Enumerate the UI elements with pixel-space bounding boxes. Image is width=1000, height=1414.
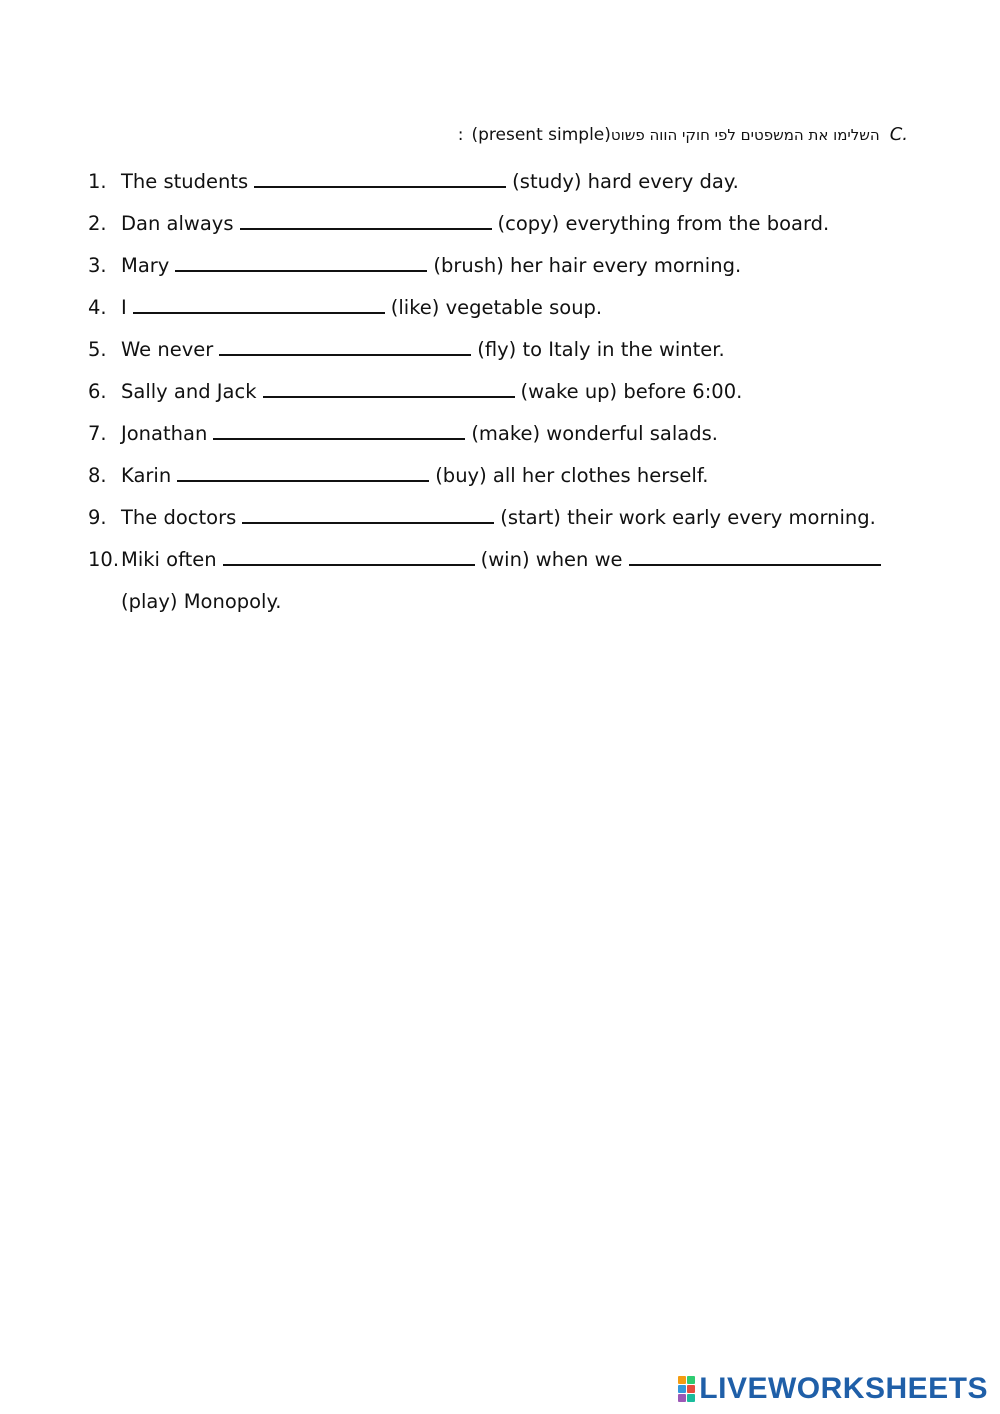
exercise-item-10 [88,548,918,590]
item-number: 7. [88,422,107,445]
item-text-continuation: (play) Monopoly. [121,590,282,613]
liveworksheets-logo-icon [678,1376,695,1402]
answer-blank[interactable] [133,298,385,314]
item-text-after: (fly) to Italy in the winter. [477,338,725,361]
exercise-item-4 [88,296,918,338]
item-text-after: (win) when we [480,548,623,571]
exercise-item-1 [88,170,918,212]
logo-tile [678,1394,686,1402]
answer-blank[interactable] [175,256,427,272]
exercise-item-8 [88,464,918,506]
logo-tile [687,1376,695,1384]
logo-text: LIVEWORKSHEETS [699,1372,988,1405]
item-text-before: Sally and Jack [121,380,257,403]
item-text-before: I [121,296,127,319]
item-number: 9. [88,506,107,529]
item-text-after: (wake up) before 6:00. [520,380,743,403]
item-text-after: (copy) everything from the board. [497,212,830,235]
item-text-after: (make) wonderful salads. [471,422,718,445]
exercise-item-10-continuation [88,590,918,632]
exercise-item-2 [88,212,918,254]
item-number: 6. [88,380,107,403]
answer-blank[interactable] [254,172,506,188]
item-number: 1. [88,170,107,193]
answer-blank[interactable] [219,340,471,356]
logo-tile [687,1394,695,1402]
answer-blank-2[interactable] [629,550,881,566]
item-text-after: (buy) all her clothes herself. [435,464,709,487]
answer-blank[interactable] [213,424,465,440]
item-text-before: Miki often [121,548,217,571]
exercise-item-9 [88,506,918,548]
item-number: 10. [88,548,120,571]
answer-blank[interactable] [177,466,429,482]
instruction [458,124,908,145]
answer-blank[interactable] [242,508,494,524]
logo-tile [678,1385,686,1393]
exercise-item-3 [88,254,918,296]
answer-blank[interactable] [263,382,515,398]
item-text-before: The doctors [121,506,237,529]
exercise-item-6 [88,380,918,422]
item-number: 4. [88,296,107,319]
instruction-hebrew-text: השלימו את המשפטים לפי חוקי הווה פשוט [610,126,880,144]
answer-blank[interactable] [240,214,492,230]
item-number: 3. [88,254,107,277]
item-text-before: Jonathan [121,422,208,445]
item-number: 8. [88,464,107,487]
instruction-term: (present simple) [471,125,611,145]
logo-tile [678,1376,686,1384]
item-text-before: Dan always [121,212,234,235]
instruction-colon: : [457,125,464,145]
item-text-before: Karin [121,464,172,487]
item-number: 5. [88,338,107,361]
item-text-before: Mary [121,254,170,277]
liveworksheets-logo [678,1372,988,1406]
item-number: 2. [88,212,107,235]
item-text-after: (like) vegetable soup. [390,296,603,319]
item-text-before: We never [121,338,214,361]
answer-blank[interactable] [223,550,475,566]
exercise-item-5 [88,338,918,380]
item-text-before: The students [121,170,249,193]
exercise-list [88,170,918,632]
logo-tile [687,1385,695,1393]
item-text-after: (start) their work early every morning. [500,506,876,529]
item-text-after: (study) hard every day. [512,170,739,193]
exercise-item-7 [88,422,918,464]
item-text-after: (brush) her hair every morning. [433,254,742,277]
section-letter: C. [889,124,908,145]
